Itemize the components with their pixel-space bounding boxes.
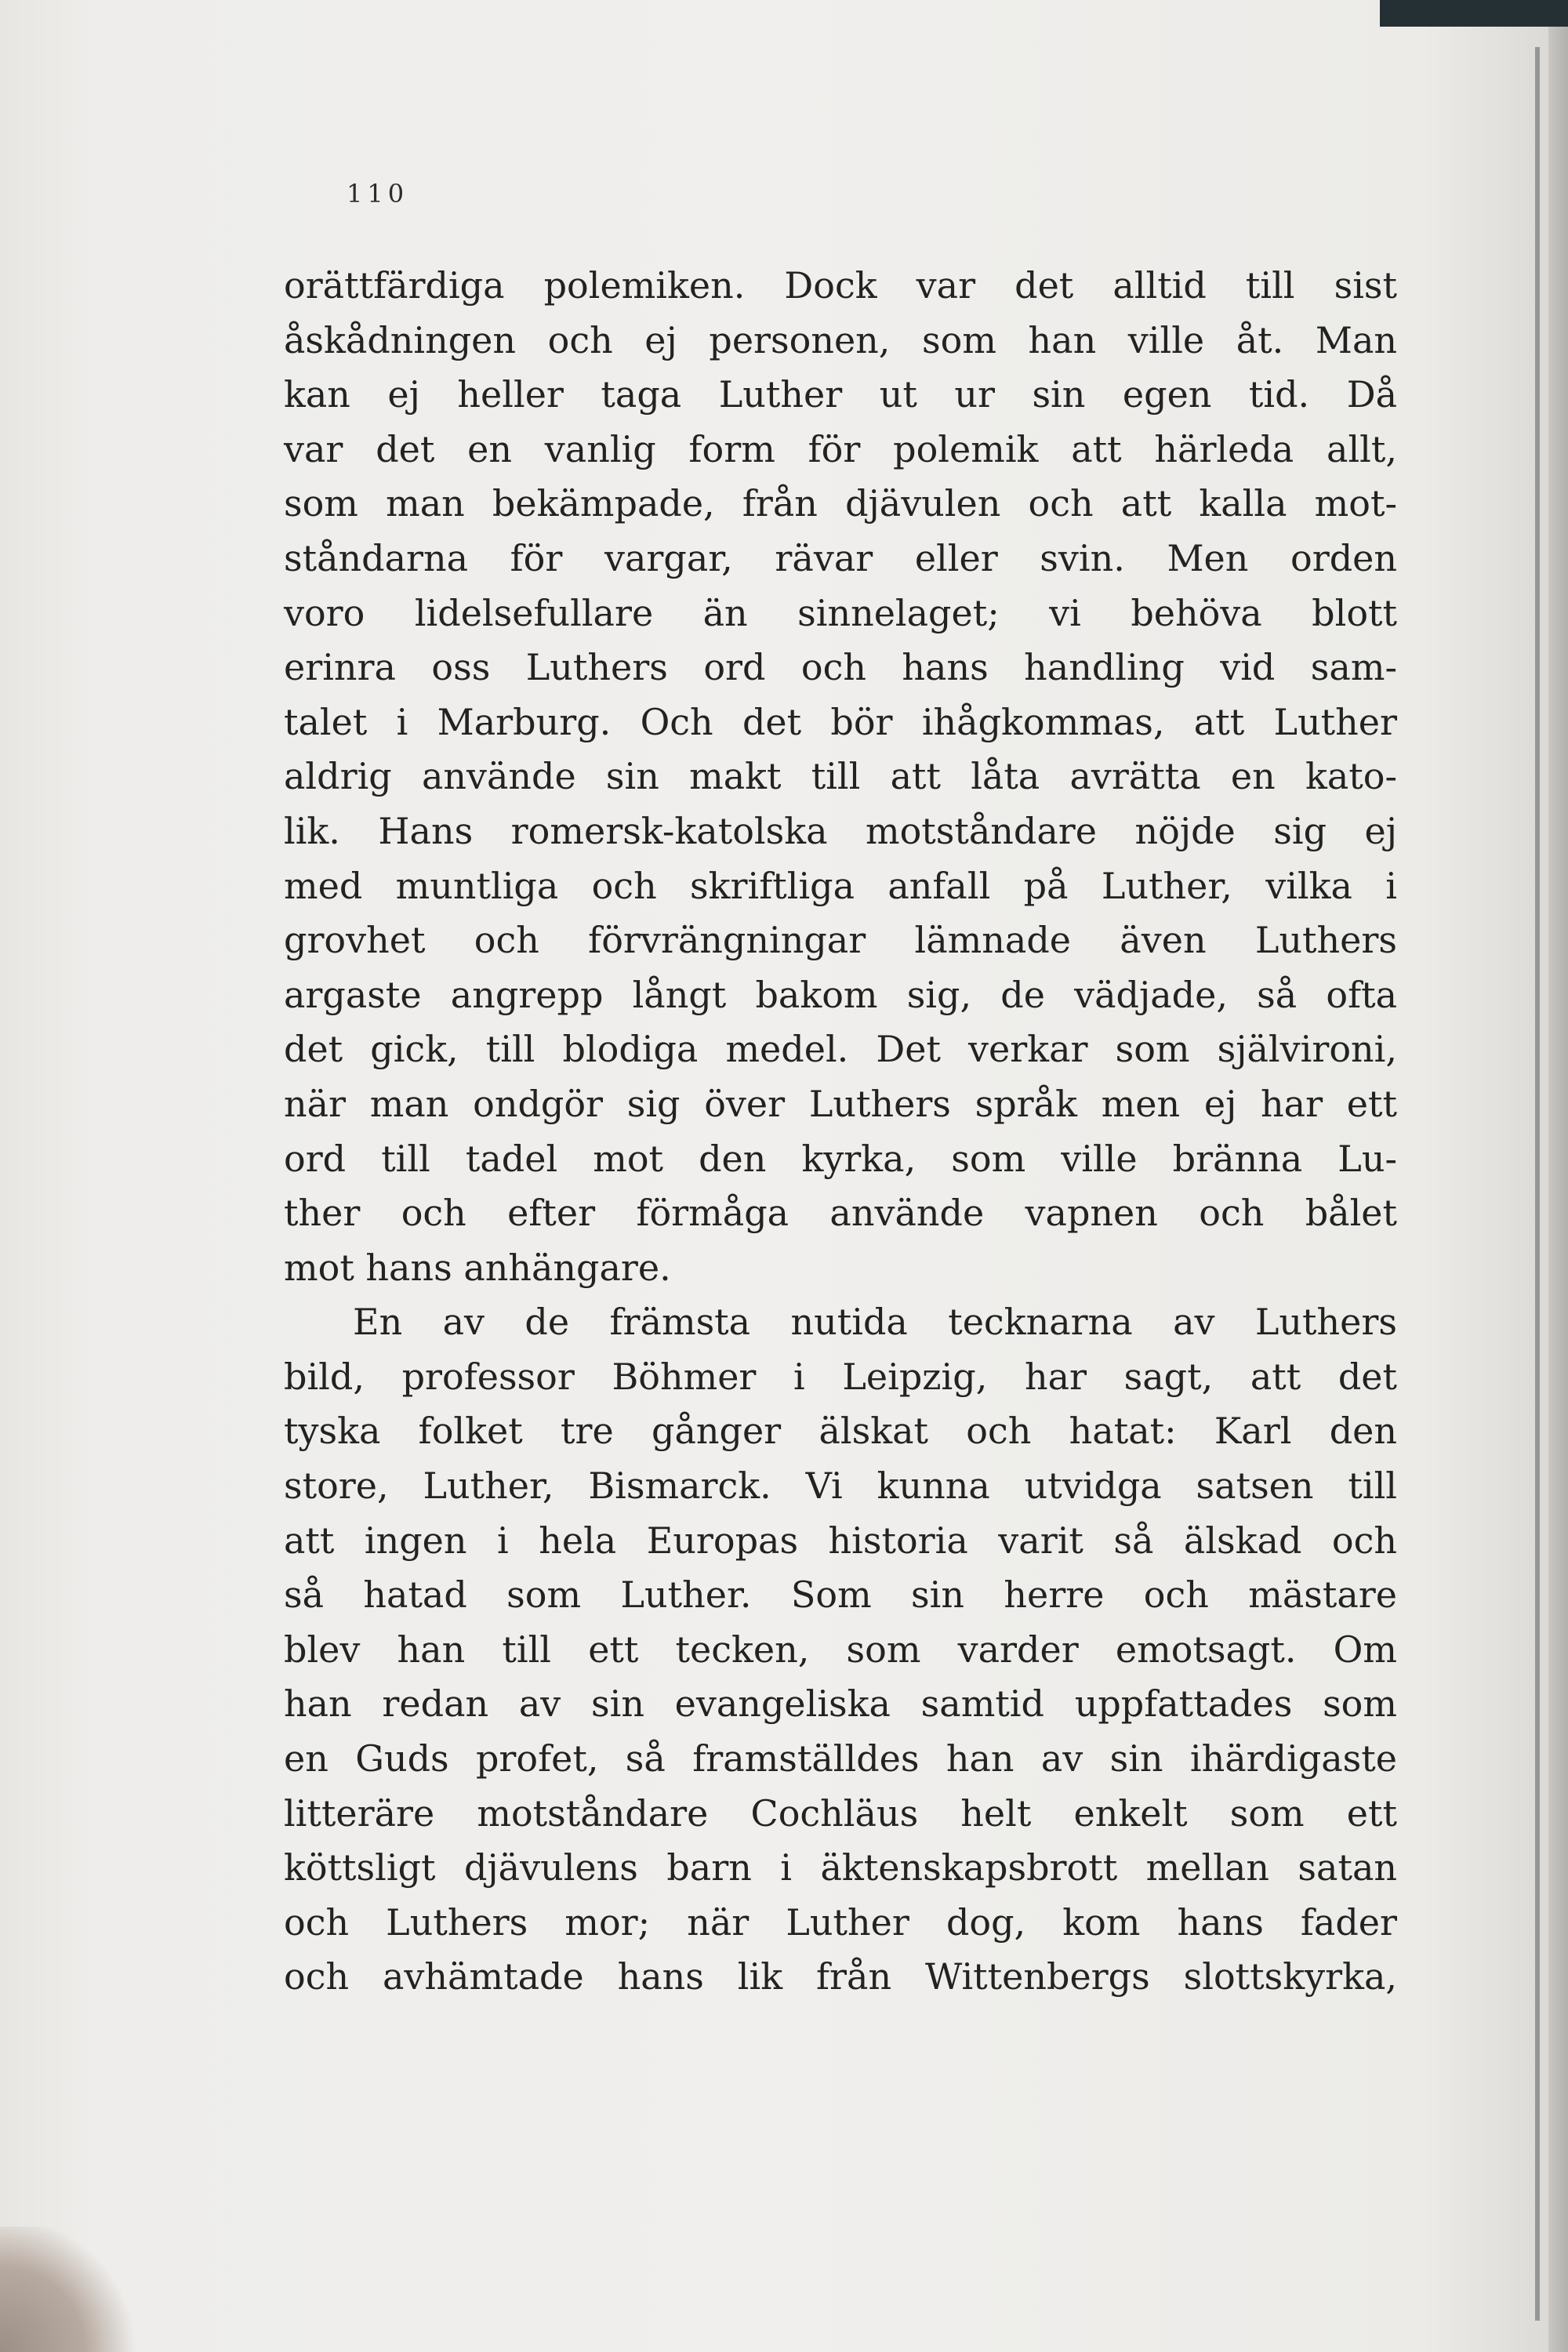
next-page-edge (1548, 24, 1568, 2352)
text-line: erinra oss Luthers ord och hans handling vid sam- (284, 646, 1397, 689)
page-number: 110 (347, 179, 409, 209)
text-line: med muntliga och skriftliga anfall på Luther, vilka i (284, 864, 1397, 907)
text-line: som man bekämpade, från djävulen och att kalla mot- (284, 482, 1397, 525)
text-line: grovhet och förvrängningar lämnade även Luthers (284, 919, 1397, 962)
text-line: voro lidelsefullare än sinnelaget; vi behöva blott (284, 591, 1397, 634)
text-line: kan ej heller taga Luther ut ur sin egen tid. Då (284, 373, 1397, 416)
text-line: bild, professor Böhmer i Leipzig, har sagt, att det (284, 1355, 1397, 1398)
text-line: det gick, till blodiga medel. Det verkar som självironi, (284, 1028, 1397, 1071)
text-line: att ingen i hela Europas historia varit så älskad och (284, 1519, 1397, 1562)
text-line: tyska folket tre gånger älskat och hatat: Karl den (284, 1410, 1397, 1453)
text-line: lik. Hans romersk-katolska motståndare nöjde sig ej (284, 809, 1397, 852)
text-line: ståndarna för vargar, rävar eller svin. Men orden (284, 536, 1397, 579)
text-line: en Guds profet, så framställdes han av sin ihärdigaste (284, 1737, 1397, 1780)
book-cover-edge (1380, 0, 1568, 27)
body-text (284, 259, 1397, 2005)
text-line: åskådningen och ej personen, som han ville åt. Man (284, 318, 1397, 361)
text-line: så hatad som Luther. Som sin herre och mästare (284, 1573, 1397, 1617)
paragraph-start-line: En av de främsta nutida tecknarna av Luthers (353, 1301, 1397, 1344)
text-line: köttsligt djävulens barn i äktenskapsbrott mellan satan (284, 1846, 1397, 1889)
paragraph-end-line: mot hans anhängare. (284, 1246, 671, 1289)
text-line: aldrig använde sin makt till att låta avrätta en kato- (284, 755, 1397, 798)
text-line: när man ondgör sig över Luthers språk men ej har ett (284, 1082, 1397, 1125)
text-line: litteräre motståndare Cochläus helt enkelt som ett (284, 1791, 1397, 1835)
text-line: ord till tadel mot den kyrka, som ville bränna Lu- (284, 1137, 1397, 1180)
text-line: store, Luther, Bismarck. Vi kunna utvidga satsen till (284, 1465, 1397, 1508)
page-gutter (1535, 47, 1540, 2321)
text-line: blev han till ett tecken, som varder emotsagt. Om (284, 1628, 1397, 1671)
thumb (0, 2227, 141, 2352)
text-line: argaste angrepp långt bakom sig, de vädjade, så ofta (284, 973, 1397, 1016)
text-line: ther och efter förmåga använde vapnen och bålet (284, 1192, 1397, 1235)
text-line: talet i Marburg. Och det bör ihågkommas, att Luther (284, 700, 1397, 743)
text-line: var det en vanlig form för polemik att härleda allt, (284, 427, 1397, 470)
text-line: och Luthers mor; när Luther dog, kom hans fader (284, 1900, 1397, 1944)
text-line: orättfärdiga polemiken. Dock var det alltid till sist (284, 264, 1397, 307)
text-line: och avhämtade hans lik från Wittenbergs slottskyrka, (284, 1955, 1397, 1998)
text-line: han redan av sin evangeliska samtid uppfattades som (284, 1682, 1397, 1726)
